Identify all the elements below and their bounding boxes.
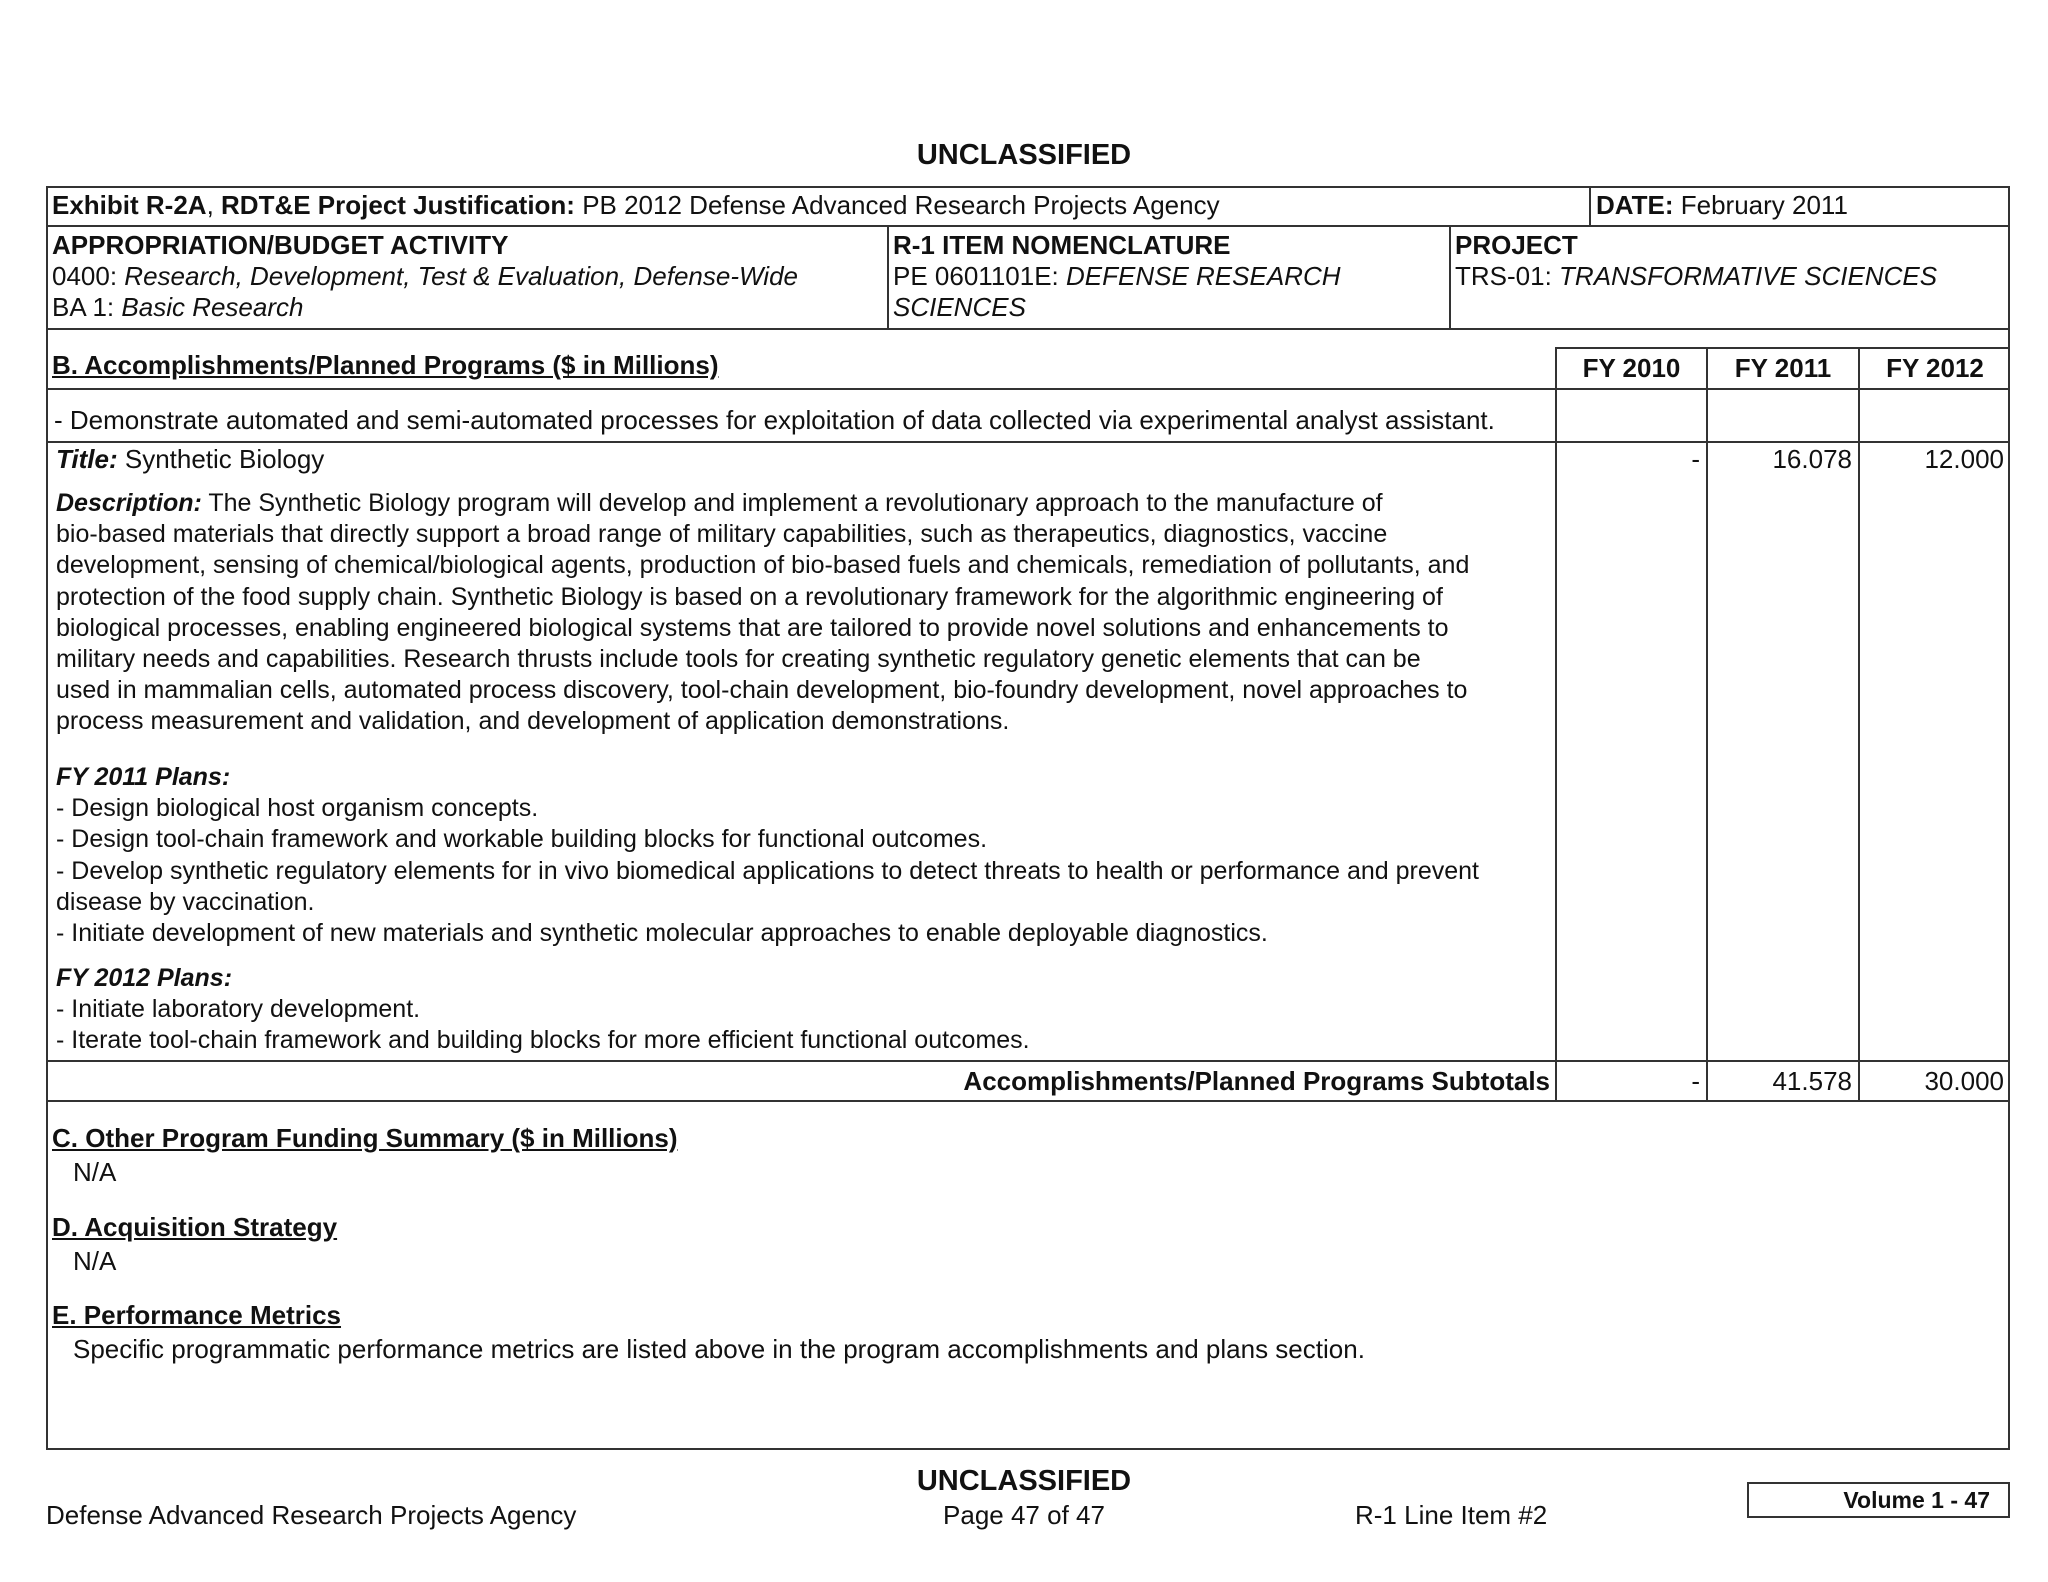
title-value: Synthetic Biology bbox=[117, 444, 325, 474]
section-b-heading: B. Accomplishments/Planned Programs ($ in Millions) bbox=[52, 350, 719, 380]
fy2011-plans bbox=[56, 762, 1551, 949]
program-description bbox=[56, 488, 1551, 738]
subtotal-fy2012: 30.000 bbox=[1924, 1066, 2004, 1096]
justification-label: RDT&E Project Justification: bbox=[221, 190, 575, 220]
section-e-heading: E. Performance Metrics bbox=[52, 1300, 342, 1330]
nomenclature-divider bbox=[887, 225, 889, 329]
fy2010-header: FY 2010 bbox=[1582, 353, 1681, 383]
fy2012-plan-1: - Iterate tool-chain framework and building blocks for more efficient functional outcomes. bbox=[56, 1026, 1030, 1055]
section-d-heading: D. Acquisition Strategy bbox=[52, 1212, 338, 1242]
description-line-3: protection of the food supply chain. Synthetic Biology is based on a revolutionary framework for the algorithmic engineering of bbox=[56, 582, 1443, 611]
footer-page: Page 47 of 47 bbox=[943, 1500, 1105, 1530]
date-label: DATE: bbox=[1596, 190, 1674, 220]
exhibit-sep: , bbox=[206, 190, 222, 220]
fy2012-header: FY 2012 bbox=[1886, 353, 1984, 383]
fy2010-value: - bbox=[1691, 444, 1700, 474]
fy2012-plans-label: FY 2012 Plans: bbox=[56, 964, 233, 992]
budget-activity-line bbox=[52, 292, 882, 323]
description-text-0: The Synthetic Biology program will develop and implement a revolutionary approach to the manufacture of bbox=[201, 489, 1383, 517]
section-c-heading: C. Other Program Funding Summary ($ in Millions) bbox=[52, 1123, 678, 1153]
description-line-0 bbox=[56, 488, 1551, 519]
fy2012-plans bbox=[56, 963, 1551, 1057]
fy2011-plan-3: disease by vaccination. bbox=[56, 887, 315, 916]
fy2011-plans-label: FY 2011 Plans: bbox=[56, 763, 231, 791]
description-line-5: military needs and capabilities. Research thrusts include tools for creating synthetic regulatory genetic elements that can be bbox=[56, 645, 1421, 674]
appropriation-text: Research, Development, Test & Evaluation, Defense-Wide bbox=[124, 261, 798, 291]
description-line-1: bio-based materials that directly support a broad range of military capabilities, such as therapeutics, diagnostics, vaccine bbox=[56, 520, 1388, 549]
footer-agency: Defense Advanced Research Projects Agency bbox=[46, 1500, 577, 1530]
fy2012-value: 12.000 bbox=[1924, 444, 2004, 474]
description-line-7: process measurement and validation, and development of application demonstrations. bbox=[56, 707, 1010, 736]
fy2011-plan-0: - Design biological host organism concepts. bbox=[56, 794, 539, 823]
classification-bottom: UNCLASSIFIED bbox=[916, 1465, 1132, 1497]
fy-col-divider-1 bbox=[1706, 347, 1708, 1060]
appropriation-block bbox=[52, 230, 882, 323]
project-text: TRANSFORMATIVE SCIENCES bbox=[1559, 261, 1938, 291]
classification-top: UNCLASSIFIED bbox=[916, 139, 1132, 171]
fy2011-plan-2: - Develop synthetic regulatory elements for in vivo biomedical applications to detect threats to health or performance and prevent bbox=[56, 856, 1479, 885]
exhibit-title bbox=[52, 190, 1220, 221]
budget-activity-code: BA 1: bbox=[52, 292, 122, 322]
nomenclature-line2: SCIENCES bbox=[893, 292, 1026, 322]
nomenclature-label: R-1 ITEM NOMENCLATURE bbox=[893, 230, 1231, 260]
nomenclature-block bbox=[893, 230, 1443, 323]
subtotal-col-2 bbox=[1858, 1060, 1860, 1101]
subtotal-fy2010: - bbox=[1691, 1066, 1700, 1096]
budget-activity-text: Basic Research bbox=[121, 292, 304, 322]
volume-label: Volume 1 - 47 bbox=[1843, 1487, 1990, 1513]
description-line-4: biological processes, enabling engineered biological systems that are tailored to provide novel solutions and enhancements to bbox=[56, 613, 1449, 642]
header-divider bbox=[46, 225, 2010, 227]
subtotal-top-divider bbox=[46, 1060, 2010, 1062]
description-label: Description: bbox=[56, 489, 202, 517]
fy2011-plan-4: - Initiate development of new materials and synthetic molecular approaches to enable deployable diagnostics. bbox=[56, 919, 1268, 948]
subtotal-col-1 bbox=[1706, 1060, 1708, 1101]
section-e-text: Specific programmatic performance metrics are listed above in the program accomplishments and plans section. bbox=[73, 1334, 1365, 1364]
date-value: February 2011 bbox=[1673, 190, 1848, 220]
subtotal-bottom-divider bbox=[46, 1100, 2010, 1102]
project-block bbox=[1455, 230, 2005, 292]
fy2012-plan-0: - Initiate laboratory development. bbox=[56, 995, 421, 1024]
meta-divider bbox=[46, 328, 2010, 330]
subtotal-fy2011: 41.578 bbox=[1772, 1066, 1852, 1096]
exhibit-label: Exhibit R-2A bbox=[52, 190, 207, 220]
description-line-2: development, sensing of chemical/biological agents, production of bio-based fuels and chemicals, remediation of pollutants, and bbox=[56, 551, 1470, 580]
project-label: PROJECT bbox=[1455, 230, 1578, 260]
row-divider-1 bbox=[46, 441, 2010, 443]
section-c-text: N/A bbox=[73, 1157, 117, 1187]
appropriation-line1 bbox=[52, 261, 882, 292]
nomenclature-line1 bbox=[893, 261, 1443, 292]
program-title bbox=[56, 444, 324, 475]
project-line bbox=[1455, 261, 2005, 292]
top-bullet: - Demonstrate automated and semi-automated processes for exploitation of data collected via experimental analyst assistant. bbox=[54, 405, 1495, 435]
fy-col-divider-2 bbox=[1858, 347, 1860, 1060]
title-label: Title: bbox=[56, 444, 118, 474]
subtotal-col-0 bbox=[1555, 1060, 1557, 1101]
nomenclature-code: PE 0601101E: bbox=[893, 261, 1066, 291]
section-b-divider bbox=[46, 388, 2010, 390]
fy2011-header: FY 2011 bbox=[1734, 353, 1832, 383]
appropriation-label: APPROPRIATION/BUDGET ACTIVITY bbox=[52, 230, 509, 260]
fy2011-plan-1: - Design tool-chain framework and workable building blocks for functional outcomes. bbox=[56, 825, 988, 854]
footer-line-item: R-1 Line Item #2 bbox=[1355, 1500, 1548, 1530]
section-d-text: N/A bbox=[73, 1246, 117, 1276]
subtotal-label: Accomplishments/Planned Programs Subtotals bbox=[963, 1066, 1550, 1096]
description-line-6: used in mammalian cells, automated process discovery, tool-chain development, bio-foundry development, novel approaches to bbox=[56, 676, 1468, 705]
project-divider bbox=[1449, 225, 1451, 329]
nomenclature-text1: DEFENSE RESEARCH bbox=[1066, 261, 1341, 291]
justification-value: PB 2012 Defense Advanced Research Projects Agency bbox=[574, 190, 1220, 220]
date-field bbox=[1596, 190, 1848, 221]
fy-col-divider-0 bbox=[1555, 347, 1557, 1060]
project-code: TRS-01: bbox=[1455, 261, 1560, 291]
date-divider bbox=[1589, 186, 1591, 226]
fy2011-value: 16.078 bbox=[1772, 444, 1852, 474]
appropriation-code: 0400: bbox=[52, 261, 125, 291]
